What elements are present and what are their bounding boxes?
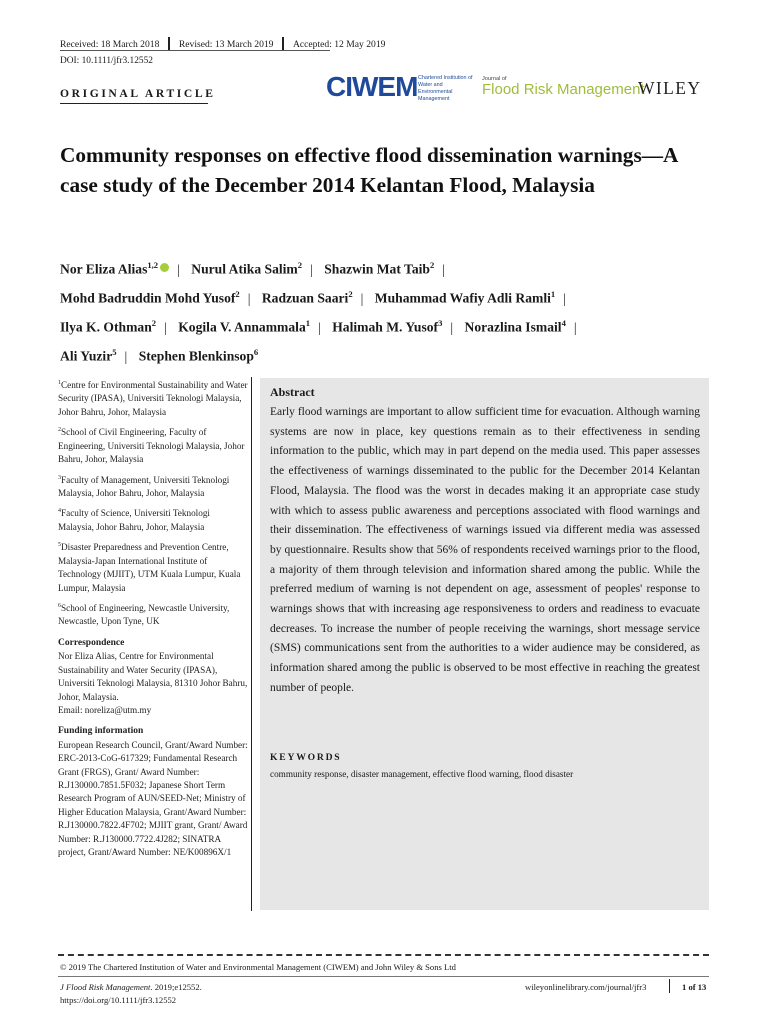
paper-title: Community responses on effective flood dissemination warnings—A case study of the December 2014 Kelantan Flood, Malaysia bbox=[60, 143, 678, 197]
wiley-logo: WILEY bbox=[638, 78, 702, 98]
affiliation: $^5$Disaster Preparedness and Prevention Centre, Malaysia-Japan International Institute of Technology (MJIIT), UTM Kuala Lumpur, Kuala Lumpur, Malaysia bbox=[58, 542, 241, 593]
received-date: Received: 18 March 2018 bbox=[60, 38, 160, 50]
author-affiliation: 2 bbox=[235, 289, 240, 300]
dates-row bbox=[60, 37, 394, 51]
author-affiliation: 2 bbox=[348, 289, 353, 300]
page-number: 1 of 13 bbox=[682, 982, 707, 992]
correspondence-heading: Correspondence bbox=[58, 637, 125, 648]
author-affiliation: 1 bbox=[550, 289, 556, 300]
funding-heading: Funding information bbox=[58, 726, 144, 737]
column-divider bbox=[251, 377, 252, 911]
affiliation: $^6$School of Engineering, Newcastle University, Newcastle, Upon Tyne, UK bbox=[58, 603, 230, 627]
footer-separator bbox=[669, 979, 670, 993]
author-name: Ilya K. Othman bbox=[60, 319, 152, 335]
author-affiliation: 4 bbox=[561, 318, 566, 329]
copyright-notice: © 2019 The Chartered Institution of Water and Environmental Management (CIWEM) and John Wiley & Sons Ltd bbox=[60, 962, 456, 972]
ciwem-logo-subtitle: Chartered Institution of Water and Environmental Management bbox=[418, 75, 473, 102]
author-affiliation: 1,2 bbox=[147, 260, 159, 270]
article-type: ORIGINAL ARTICLE bbox=[60, 87, 216, 100]
affiliation: $^3$Faculty of Management, Universiti Teknologi Malaysia, Johor Bahru, Johor, Malaysia bbox=[58, 474, 230, 499]
sidebar-column bbox=[58, 377, 248, 859]
correspondence-text: Nor Eliza Alias, Centre for Environmental Sustainability and Water Security (IPASA), Universiti Teknologi Malaysia, 81310 Johor Bahru, Johor, Malaysia. bbox=[58, 651, 248, 702]
affiliation: $^2$School of Civil Engineering, Faculty of Engineering, Universiti Teknologi Malaysia, Johor Bahru, Johor, Malaysia bbox=[58, 427, 245, 465]
author-name: Nor Eliza Alias bbox=[60, 261, 148, 277]
author-name: Norazlina Ismail bbox=[464, 319, 562, 335]
journal-of-label: Journal of bbox=[482, 76, 507, 82]
abstract-heading: Abstract bbox=[270, 385, 315, 399]
author-affiliation: 1 bbox=[305, 318, 311, 329]
author-name: Mohd Badruddin Mohd Yusof bbox=[60, 290, 236, 306]
journal-logo: Flood Risk Management bbox=[482, 81, 645, 98]
abstract-text: Early flood warnings are important to allow sufficient time for evacuation. Although warning systems are now in place, key questions remain as to their effectiveness in sending information to the public, which may in part depend on the media used. This paper assesses the effectiveness of warnings disseminated to the public for the December 2014 Kelantan Flood, Malaysia. The flood was the worst in decades making it an appropriate case study with which to assess public awareness and perceptions associated with flood warnings and their dissemination. The effectiveness of warnings issued via different media was assessed by questionnaire. Results show that 56% of respondents received warnings prior to the flood, a majority of them through television and information shared among the public. While the preferred medium of warning is not dependent on age, assessment of peoples' response to warnings shows that with increasing age responsiveness to orders and readiness to evacuate decreases. To increase the number of people receiving the warnings, short message service (SMS) communications sent from the authorities to a wider audience may be considered, as information shared among the public is observed to be most effective in reaching the greatest number of people. bbox=[270, 406, 700, 694]
correspondence-email[interactable]: Email: noreliza@utm.my bbox=[58, 704, 152, 715]
author-name: Kogila V. Annammala bbox=[178, 319, 306, 335]
author-name: Radzuan Saari bbox=[261, 290, 349, 306]
ciwem-logo: CIWEM bbox=[326, 71, 418, 102]
author-affiliation: 2 bbox=[429, 260, 435, 270]
footer-doi-link[interactable]: https://doi.org/10.1111/jfr3.12552 bbox=[60, 995, 177, 1005]
keywords-heading: KEYWORDS bbox=[270, 752, 342, 763]
author-affiliation: 6 bbox=[253, 347, 259, 358]
affiliation: $^4$Faculty of Science, Universiti Teknologi Malaysia, Johor Bahru, Johor, Malaysia bbox=[58, 508, 210, 532]
accepted-date: Accepted: 12 May 2019 bbox=[292, 38, 386, 50]
journal-site-link[interactable]: wileyonlinelibrary.com/journal/jfr3 bbox=[525, 982, 647, 992]
article-type-rule bbox=[60, 103, 208, 104]
author-name: Halimah M. Yusof bbox=[332, 319, 439, 335]
author-name: Nurul Atika Salim bbox=[191, 261, 298, 277]
author-affiliation: 2 bbox=[151, 318, 157, 329]
author-affiliation: 5 bbox=[112, 347, 117, 358]
journal-citation: J Flood Risk Management. 2019;e12552. bbox=[60, 982, 202, 992]
affiliation: $^1$Centre for Environmental Sustainability and Water Security (IPASA), Universiti Teknologi Malaysia, Johor Bahru, Johor, Malaysia bbox=[58, 380, 248, 417]
keywords-text: community response, disaster management, effective flood warning, flood disaster bbox=[270, 769, 574, 779]
footer-rule bbox=[58, 976, 709, 977]
author-affiliation: 3 bbox=[438, 318, 443, 329]
author-name: Shazwin Mat Taib bbox=[324, 261, 430, 277]
header-rule bbox=[60, 50, 330, 51]
article-doi: DOI: 10.1111/jfr3.12552 bbox=[60, 56, 153, 66]
funding-text: European Research Council, Grant/Award Number: ERC-2013-CoG-617329; Fundamental Research Grant (FRGS), Grant/ Award Number: R.J130000.7851.5F032; Japanese Short Term Research Program of AUN/SEED-Net; Ministry of Higher Education Malaysia, Grant/Award Number: R.J130000.7822.4F702; MJIIT grant, Grant/ Award Number: R.J130000.7722.4J282; SINATRA project, Grant/Award Number: NE/K00896X/1 bbox=[58, 739, 248, 857]
author-affiliation: 2 bbox=[297, 260, 303, 270]
footer-dashed-rule bbox=[58, 954, 709, 956]
author-name: Muhammad Wafiy Adli Ramli bbox=[374, 290, 551, 306]
author-name: Stephen Blenkinsop bbox=[138, 348, 254, 364]
revised-date: Revised: 13 March 2019 bbox=[178, 38, 274, 50]
author-list: Nor Eliza Alias$^{1,2}$ | Nurul Atika Salim$^2$ | Shazwin Mat Taib$^2$ | Mohd Badruddin Mohd Yusof$^2$ | Radzuan Saari$^2$ | Muhammad Wafiy Adli Ramli$^1$ | Ilya K. Othman$^2$ | Kogila V. Annammala$^1$ | Halimah M. Yusof$^3$ | Norazlina Ismail$^4$ | Ali Yuzir$^5$ | Stephen Blenkinsop$^6$ bbox=[60, 260, 577, 364]
orcid-icon[interactable] bbox=[160, 263, 169, 272]
author-name: Ali Yuzir bbox=[60, 348, 113, 364]
